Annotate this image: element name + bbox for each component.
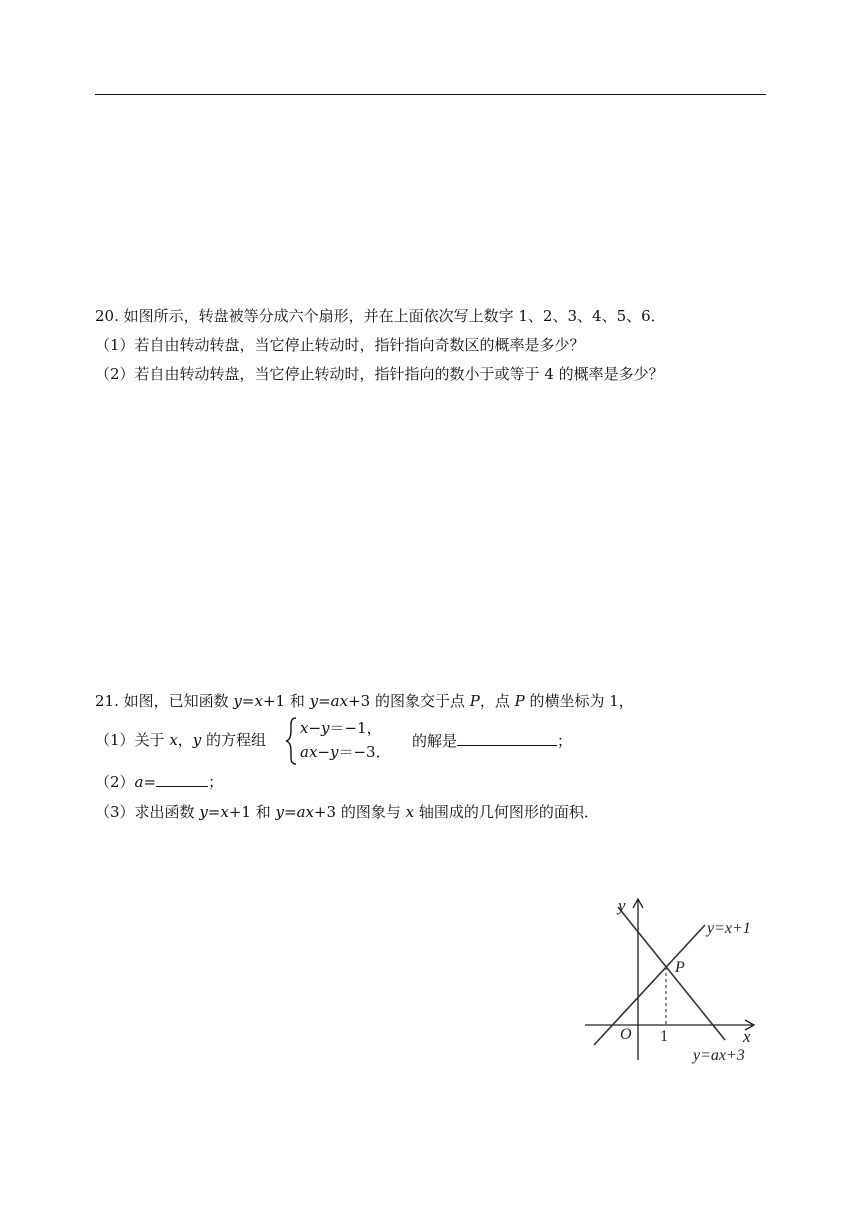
q21-part1-suffix: 的解是 ； [412, 732, 573, 750]
point-p-label: P [675, 959, 685, 976]
q20-stem: 20. 如图所示，转盘被等分成六个扇形，并在上面依次写上数字 1、2、3、4、5、6． [95, 307, 666, 325]
equation-system [300, 716, 391, 764]
q21-part1-prefix: （1）关于 x，y 的方程组 [95, 731, 267, 749]
line2-label: y=ax+3 [693, 1047, 745, 1064]
q21-part2: （2）a= ； [95, 773, 224, 791]
answer-blank-2[interactable] [156, 771, 208, 787]
origin-label: O [620, 1026, 632, 1043]
q21-part3: （3）求出函数 y=x+1 和 y=ax+3 的图象与 x 轴围成的几何图形的面积． [95, 803, 599, 821]
line-y-x-plus-1 [594, 925, 705, 1045]
brace-icon [284, 716, 298, 766]
line1-label: y=x+1 [707, 920, 751, 937]
q21-stem: 21. 如图，已知函数 y=x+1 和 y=ax+3 的图象交于点 P，点 P 的横坐标为 1， [95, 692, 634, 710]
equation-row-1: x−y＝−1， [300, 719, 382, 737]
equation-row-2: ax−y＝−3． [300, 743, 391, 761]
x-axis-label: x [743, 1027, 751, 1046]
function-graph [580, 892, 780, 1067]
tick-one-label: 1 [660, 1028, 668, 1045]
q20-part2: （2）若自由转动转盘，当它停止转动时，指针指向的数小于或等于 4 的概率是多少？ [95, 365, 664, 383]
answer-blank-1[interactable] [457, 730, 557, 746]
y-axis-label: y [618, 896, 626, 915]
header-rule [95, 94, 766, 95]
q20-part1: （1）若自由转动转盘，当它停止转动时，指针指向奇数区的概率是多少？ [95, 336, 585, 354]
